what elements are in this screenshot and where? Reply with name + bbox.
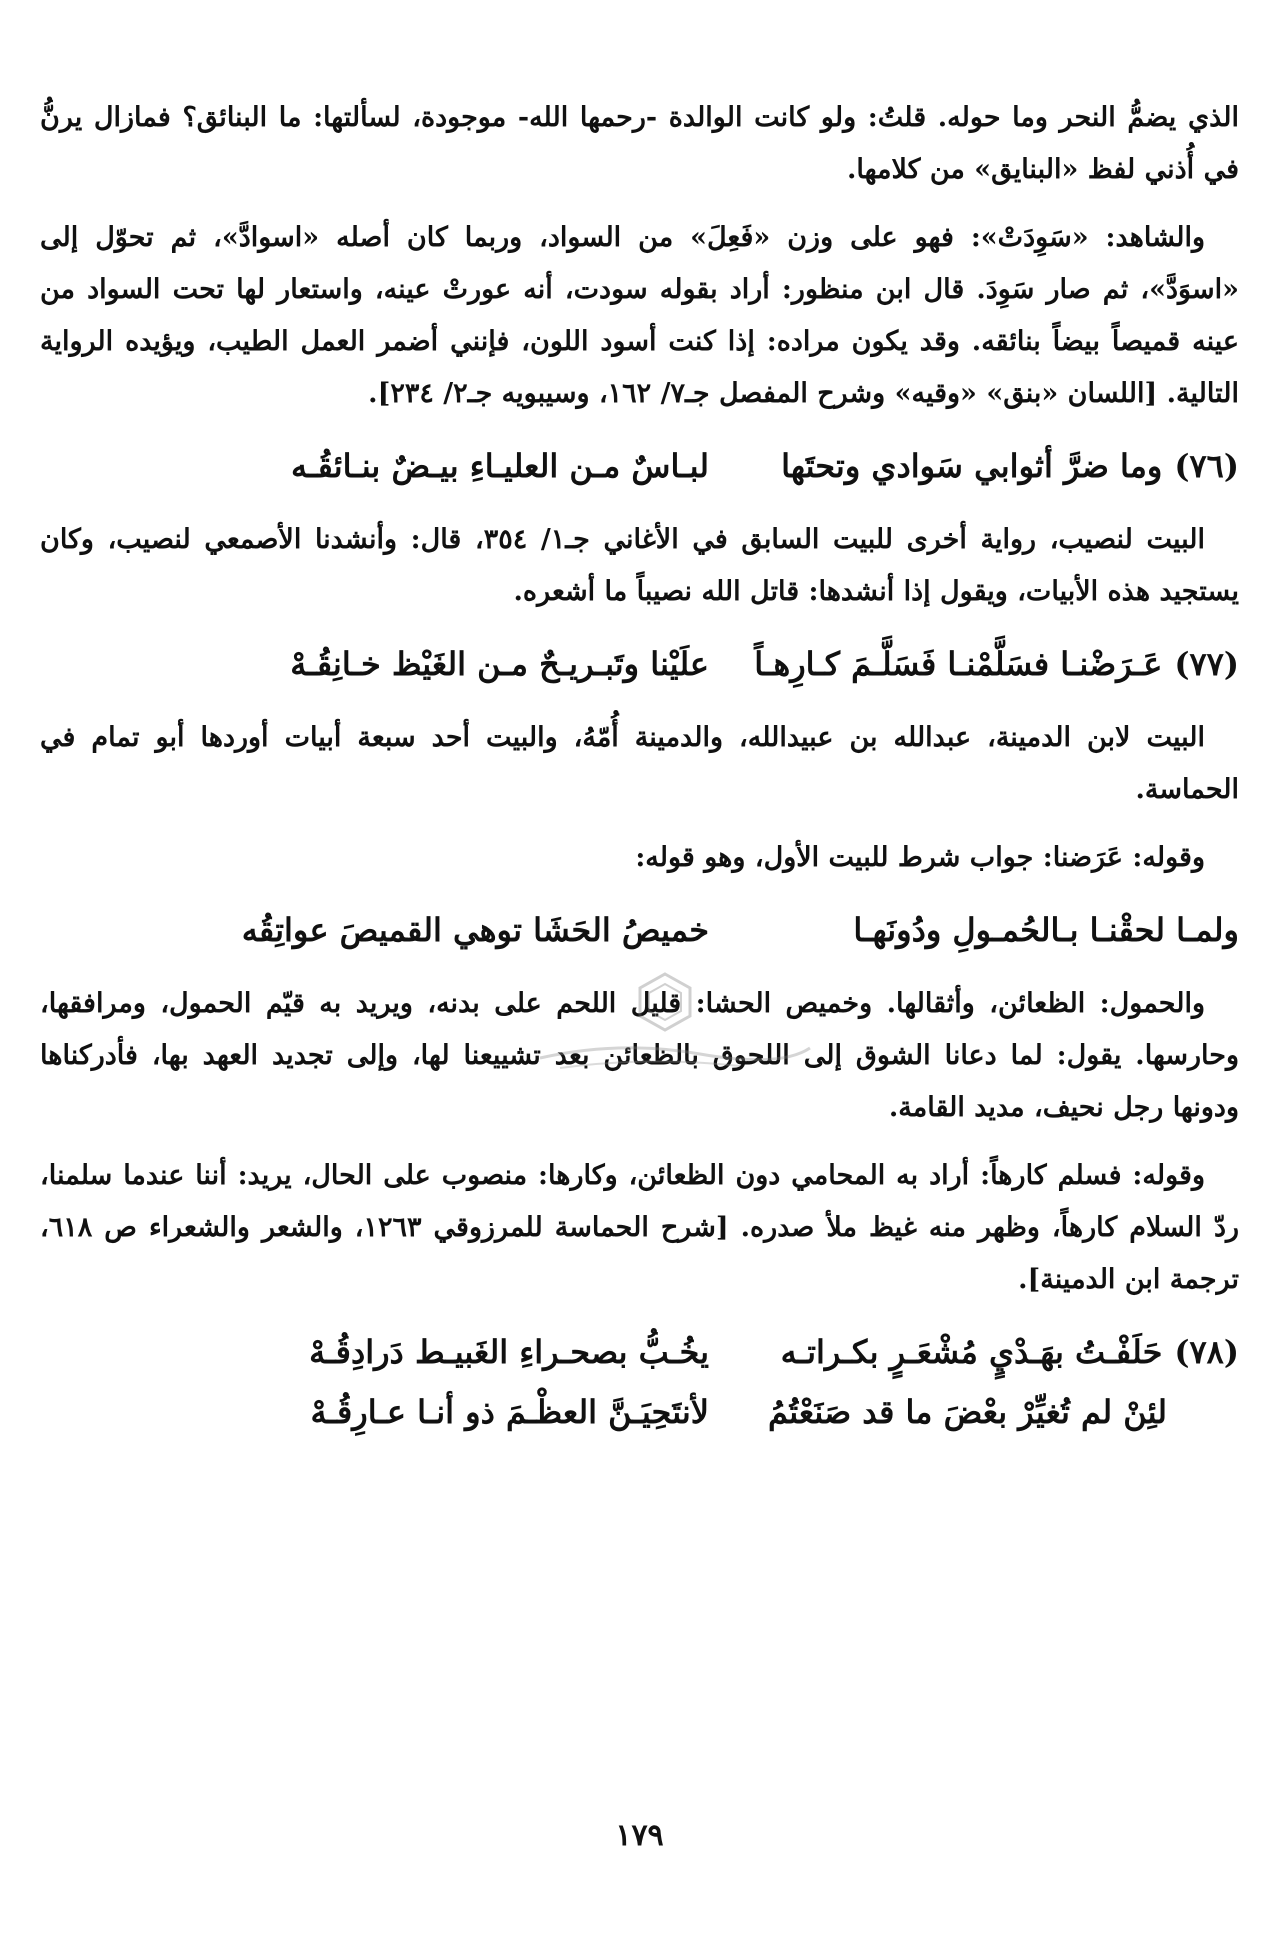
verse-78-line-2-second-hemistich: لأنتَحِيَـنَّ العظْـمَ ذو أنـا عـارِقُـهْ: [310, 1393, 709, 1431]
paragraph-1: [40, 92, 1239, 196]
verse-76-number: (٧٦): [1174, 447, 1239, 485]
verse-78-line-2-first-hemistich: لئِنْ لم تُغيِّرْ بعْضَ ما قد صَنَعْتُمُ: [767, 1393, 1167, 1431]
verse-78-line-1-second-hemistich: يخُـبُّ بصحـراءِ الغَبيـط دَرادِقُـهْ: [309, 1333, 709, 1371]
verse-78-number: (٧٨): [1174, 1333, 1239, 1371]
paragraph-4-text: البيت لابن الدمينة، عبدالله بن عبيدالله، والدمينة أُمّهُ، والبيت أحد سبعة أبيات أوردها أبو تمام في الحماسة.: [40, 722, 1239, 805]
paragraph-7-text: وقوله: فسلم كارهاً: أراد به المحامي دون الظعائن، وكارها: منصوب على الحال، يريد: أننا عندما سلمنا، ردّ السلام كارهاً، وظهر منه غيظ ملأ صدره. [شرح الحماسة للمرزوقي ١٢٦٣، والشعر والشعراء ص ٦١٨، ترجمة ابن الدمينة].: [40, 1160, 1240, 1295]
paragraph-4: [40, 712, 1239, 816]
verse-quoted-second-hemistich: خميصُ الحَشَا توهي القميصَ عواتِقُه: [241, 911, 709, 949]
paragraph-7: [40, 1150, 1239, 1306]
verse-77: [40, 634, 1239, 694]
verse-76-first-hemistich: وما ضرَّ أثوابي سَوادي وتحتَها: [781, 447, 1163, 485]
verse-78-line-2: [40, 1382, 1239, 1442]
watermark-logo-icon: [500, 970, 830, 1080]
paragraph-2-text: والشاهد: «سَوِدَتْ»: فهو على وزن «فَعِلَ» من السواد، وربما كان أصله «اسوادَّ»، ثم تحوّل إلى «اسوَدَّ»، ثم صار سَوِدَ. قال ابن منظور: أراد بقوله سودت، أنه عورتْ عينه، واستعار لها تحت السواد من عينه قميصاً بيضاً بنائقه. وقد يكون مراده: إذا كنت أسود اللون، فإنني أضمر العمل الطيب، ويؤيده الرواية التالية. [اللسان «بنق» «وقيه» وشرح المفصل جـ٧/ ١٦٢، وسيبويه جـ٢/ ٢٣٤].: [40, 222, 1239, 409]
verse-77-number: (٧٧): [1174, 645, 1239, 683]
paragraph-3-text: البيت لنصيب، رواية أخرى للبيت السابق في الأغاني جـ١/ ٣٥٤، قال: وأنشدنا الأصمعي لنصيب، وكان يستجيد هذه الأبيات، ويقول إذا أنشدها: قاتل الله نصيباً ما أشعره.: [40, 524, 1239, 607]
verse-78-line-1: [40, 1322, 1239, 1382]
verse-quoted-first-hemistich: ولمـا لحقْنـا بـالحُمـولِ ودُونَهـا: [853, 911, 1239, 949]
verse-quoted: [40, 900, 1239, 960]
paragraph-2: [40, 212, 1239, 420]
verse-78-line-1-first-hemistich: حَلَفْـتُ بهَـدْيٍ مُشْعَـرٍ بكـراتـه: [780, 1333, 1163, 1371]
paragraph-1-text: الذي يضمُّ النحر وما حوله. قلتُ: ولو كانت الوالدة -رحمها الله- موجودة، لسألتها: ما البنائق؟ فمازال يرنُّ في أُذني لفظ «البنايق» من كلامها.: [40, 102, 1239, 185]
paragraph-3: [40, 514, 1239, 618]
paragraph-6-text: والحمول: الظعائن، وأثقالها. وخميص الحشا: قليل اللحم على بدنه، ويريد به قيّم الحمول، ومرافقها، وحارسها. يقول: لما دعانا الشوق إلى اللحوق بالظعائن بعد تشييعنا لها، وإلى تجديد العهد بها، فأدركناها ودونها رجل نحيف، مديد القامة.: [40, 988, 1239, 1123]
verse-76-second-hemistich: لبـاسٌ مـن العليـاءِ بيـضٌ بنـائقُـه: [291, 447, 709, 485]
page-number: ١٧٩: [615, 1818, 664, 1853]
verse-76: [40, 436, 1239, 496]
verse-78: [40, 1322, 1239, 1442]
paragraph-5-text: وقوله: عَرَضنا: جواب شرط للبيت الأول، وهو قوله:: [635, 842, 1205, 873]
verse-77-first-hemistich: عَـرَضْنـا فسَلَّمْنـا فَسَلَّـمَ كـارِهـاً: [754, 645, 1163, 683]
verse-77-second-hemistich: علَيْنا وتَبـريـحٌ مـن الغَيْظ خـانِقُـهْ: [290, 645, 709, 683]
paragraph-5: [40, 832, 1239, 884]
